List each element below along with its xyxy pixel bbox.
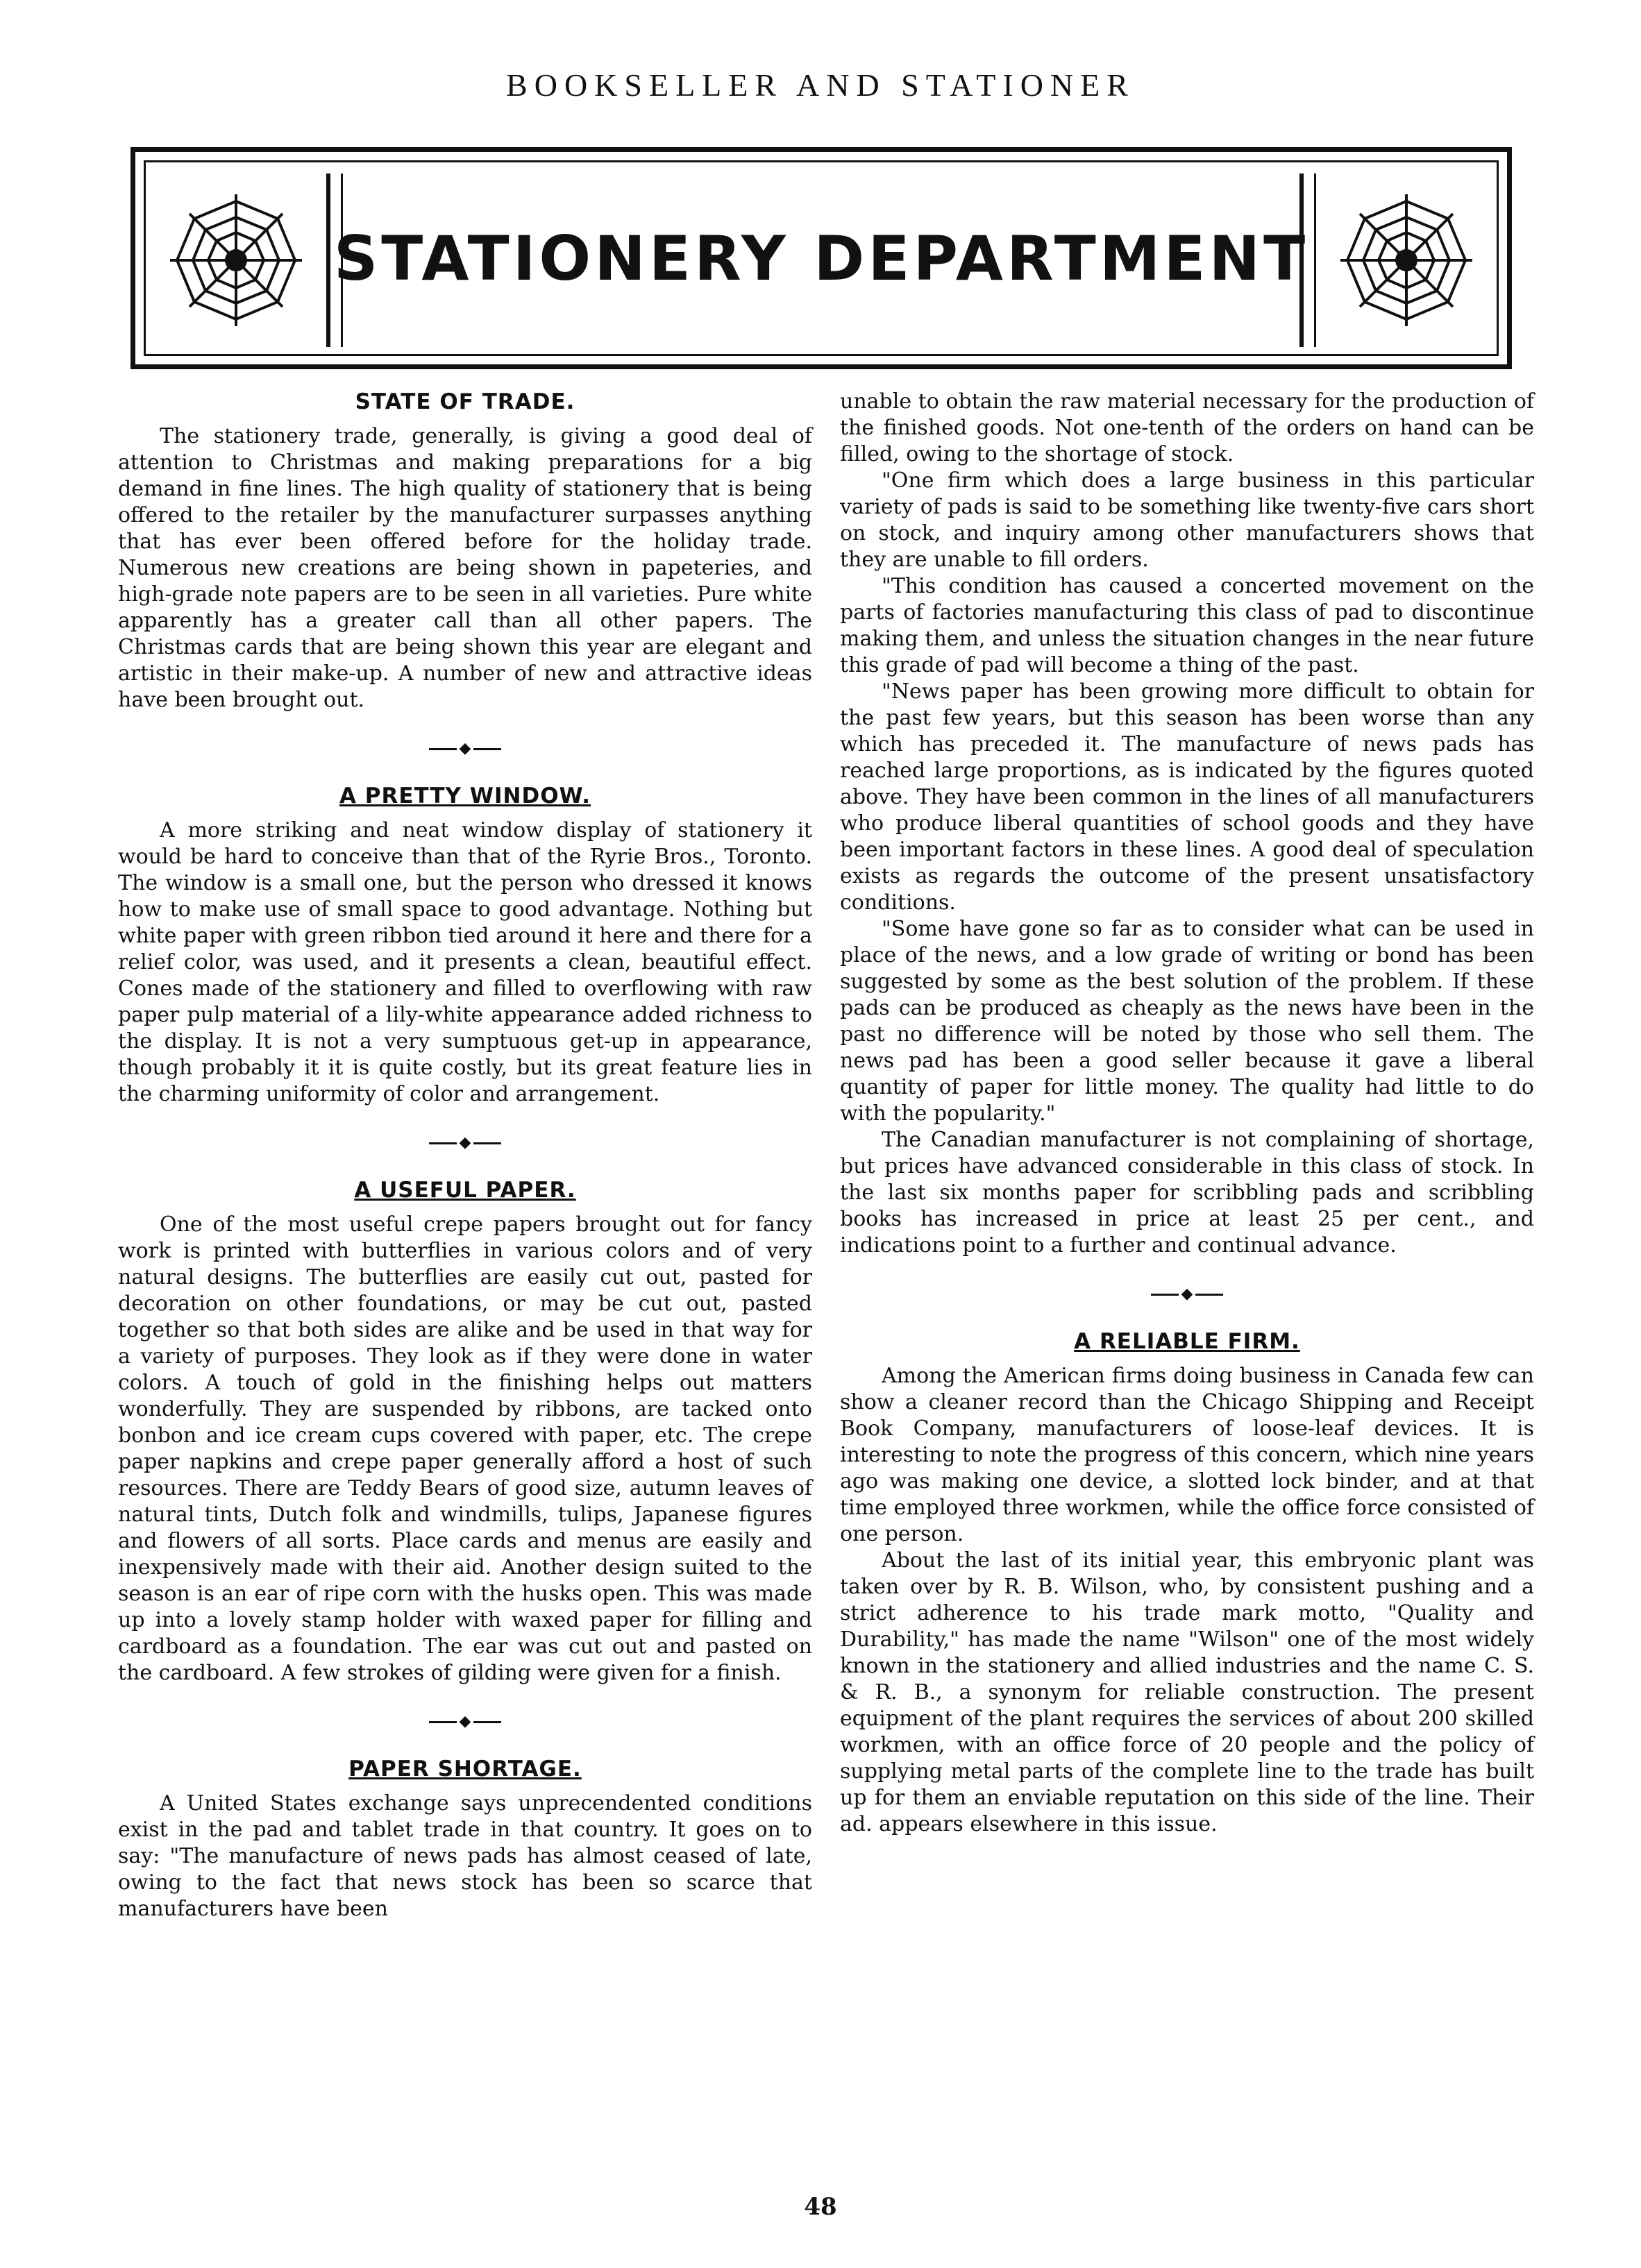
heading-pretty-window: A PRETTY WINDOW. (339, 784, 591, 809)
banner-inner-frame (144, 160, 1499, 356)
paragraph: unable to obtain the raw material necessary for the production of the finished goods. Not one-tenth of the orders on hand can be filled, owing to the shortage of stock. (840, 389, 1534, 466)
paragraph: "One firm which does a large business in this particular variety of pads is said to be something like twenty-five cars short on stock, and inquiry among other manufacturers shows that they are unable to fill orders. (840, 468, 1534, 572)
banner-divider-right (1299, 174, 1316, 347)
paragraph: A United States exchange says unprecendented conditions exist in the pad and tablet trade in that country. It goes on to say: "The manufacture of news pads has almost ceased of late, owing to the fact that news stock has been so scarce that manufacturers have been (118, 1791, 812, 1921)
running-head: BOOKSELLER AND STATIONER (506, 67, 1135, 103)
spider-web-icon (1330, 174, 1483, 347)
paragraph: "This condition has caused a concerted movement on the parts of factories manufacturing this class of pad to discontinue making them, and unless the situation changes in the near future this grade of pad will become a thing of the past. (840, 574, 1534, 677)
heading-useful-paper: A USEFUL PAPER. (354, 1178, 576, 1203)
paragraph: Among the American firms doing business in Canada few can show a cleaner record than the Chicago Shipping and Receipt Book Company, manufacturers of loose-leaf devices. It is interesting to note the progress of this concern, which nine years ago was making one device, a slotted lock binder, and at that time employed three workmen, while the office force consisted of one person. (840, 1364, 1534, 1546)
left-column (118, 389, 812, 1922)
department-banner (131, 147, 1512, 369)
right-column (840, 389, 1534, 1838)
heading-paper-shortage: PAPER SHORTAGE. (348, 1757, 582, 1782)
paragraph: "News paper has been growing more difficult to obtain for the past few years, but this season has been worse than any which has preceded it. The manufacture of news pads has reached large proportions, as is indicated by the figures quoted above. They have been common in the lines of all manufacturers who produce liberal quantities of school goods and they have been important factors in these lines. A good deal of speculation exists as regards the outcome of the present unsatisfactory conditions. (840, 679, 1534, 915)
spider-web-icon (160, 174, 312, 347)
paragraph: The Canadian manufacturer is not complaining of shortage, but prices have advanced considerable in this class of stock. In the last six months paper for scribbling pads and scribbling books has increased in price at least 25 per cent., and indications point to a further and continual advance. (840, 1128, 1534, 1258)
heading-reliable-firm: A RELIABLE FIRM. (1074, 1329, 1300, 1354)
page-number: 48 (804, 2193, 837, 2221)
section-ornament: ◆ (840, 1277, 1534, 1312)
paragraph: One of the most useful crepe papers brought out for fancy work is printed with butterflies in various colors and of very natural designs. The butterflies are easily cut out, pasted for decoration on other foundations, or may be cut out, pasted together so that both sides are alike and be used in that way for a variety of purposes. They look as if they were done in water colors. A touch of gold in the finishing helps out matters wonderfully. They are suspended by ribbons, are tacked onto bonbon and ice cream cups covered with paper, etc. The crepe paper napkins and crepe paper generally afford a host of such resources. There are Teddy Bears of good size, autumn leaves of natural tints, Dutch folk and windmills, tulips, Japanese figures and flowers of all sorts. Place cards and menus are easily and inexpensively made with their aid. Another design suited to the season is an ear of ripe corn with the husks open. This was made up into a lovely stamp holder with waxed paper for filling and cardboard as a foundation. The ear was cut out and pasted on the cardboard. A few strokes of gilding were given for a finish. (118, 1212, 812, 1685)
section-ornament: ◆ (118, 731, 812, 766)
paragraph: A more striking and neat window display of stationery it would be hard to conceive than that of the Ryrie Bros., Toronto. The window is a small one, but the person who dressed it knows how to make use of small space to good advantage. Nothing but white paper with green ribbon tied around it here and there for a relief color, was used, and it presents a clean, beautiful effect. Cones made of the stationery and filled to overflowing with raw paper pulp material of a lily-white appearance added richness to the display. It is not a very sumptuous get-up in appearance, though probably it it is quite costly, but its great feature lies in the charming uniformity of color and arrangement. (118, 818, 812, 1106)
section-ornament: ◆ (118, 1126, 812, 1160)
paragraph: The stationery trade, generally, is giving a good deal of attention to Christmas and making preparations for a big demand in fine lines. The high quality of stationery that is being offered to the retailer by the manufacturer surpasses anything that has ever been offered before for the holiday trade. Numerous new creations are being shown in papeteries, and high-grade note papers are to be seen in all varieties. Pure white apparently has a greater call than all other papers. The Christmas cards that are being shown this year are elegant and artistic in their make-up. A number of new and attractive ideas have been brought out. (118, 424, 812, 712)
paragraph: "Some have gone so far as to consider what can be used in place of the news, and a low grade of writing or bond has been suggested by some as the best solution of the problem. If these pads can be produced as cheaply as the news have been in the past no difference will be noted by those who sell them. The news pad has been a good seller because it gave a liberal quantity of paper for little money. The quality had little to do with the popularity." (840, 917, 1534, 1126)
banner-title: STATIONERY DEPARTMENT (333, 222, 1309, 294)
section-ornament: ◆ (118, 1704, 812, 1739)
heading-state-of-trade: STATE OF TRADE. (355, 389, 575, 414)
paragraph: About the last of its initial year, this embryonic plant was taken over by R. B. Wilson, who, by consistent pushing and a strict adherence to his trade mark motto, "Quality and Durability," has made the name "Wilson" one of the most widely known in the stationery and allied industries and the name C. S. & R. B., a synonym for reliable construction. The present equipment of the plant requires the services of about 200 skilled workmen, with an office force of 20 people and the policy of supplying metal parts of the complete line to the trade has built up for them an enviable reputation on this side of the line. Their ad. appears elsewhere in this issue. (840, 1548, 1534, 1836)
